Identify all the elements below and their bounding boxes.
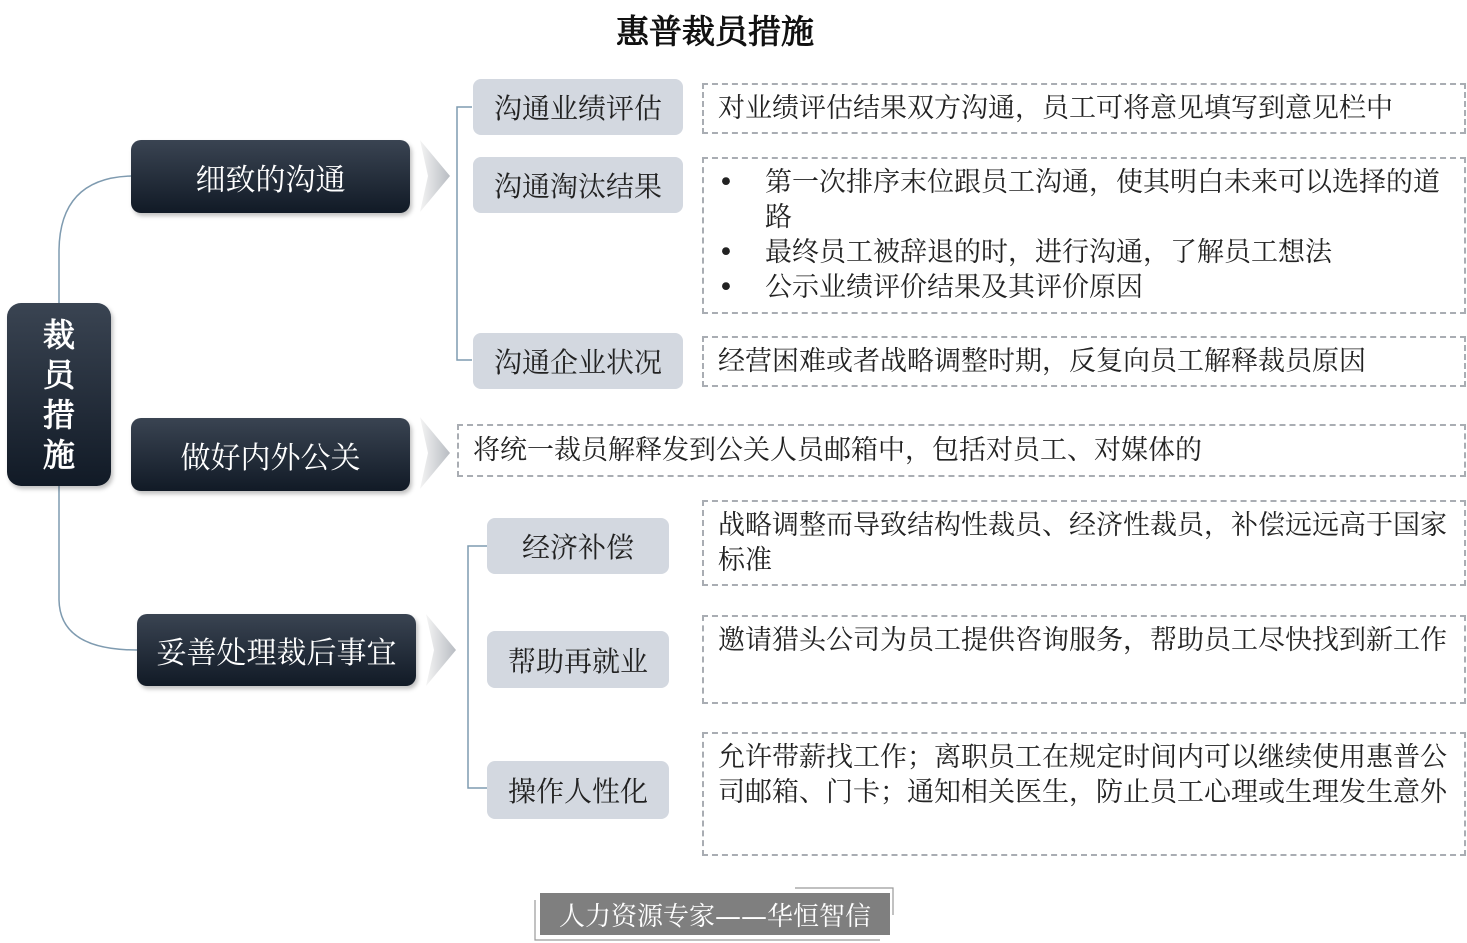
- sub-node-label: 帮助再就业: [507, 644, 648, 678]
- chevron-arrow-1: [420, 140, 450, 212]
- page-title: 惠普裁员措施: [616, 12, 814, 51]
- detail-text: 邀请猎头公司为员工提供咨询服务，帮助员工尽快找到新工作: [718, 625, 1447, 656]
- detail-box-company-status: [702, 336, 1466, 387]
- category-label: 妥善处理裁后事宜: [156, 636, 397, 671]
- chevron-arrow-3: [426, 614, 456, 686]
- sub-node-performance: [473, 79, 683, 135]
- sub-node-elimination: [473, 157, 683, 213]
- detail-bullet: • 公示业绩评价结果及其评价原因: [718, 270, 1450, 305]
- detail-text: 对业绩评估结果双方沟通，员工可将意见填写到意见栏中: [718, 93, 1393, 124]
- sub-node-label: 操作人性化: [507, 775, 648, 808]
- root-node: [7, 303, 111, 486]
- detail-box-reemployment: [702, 615, 1466, 704]
- sub-node-label: 沟通企业状况: [493, 346, 662, 379]
- category-public-relations: [131, 418, 410, 491]
- category-communication: [131, 140, 410, 213]
- detail-bullet: • 最终员工被辞退的时，进行沟通，了解员工想法: [718, 235, 1450, 270]
- detail-box-performance: [702, 83, 1466, 134]
- bracket-group-3: [468, 546, 487, 788]
- detail-text: 战略调整而导致结构性裁员、经济性裁员，补偿远远高于国家标准: [718, 510, 1447, 576]
- sub-node-humanized: [487, 761, 669, 819]
- sub-node-label: 沟通淘汰结果: [493, 170, 662, 203]
- sub-node-company-status: [473, 333, 683, 389]
- detail-box-compensation: [702, 500, 1466, 586]
- chevron-arrow-2: [420, 417, 450, 489]
- footer-banner: [540, 893, 890, 935]
- connector-root-cat3: [59, 486, 137, 650]
- sub-node-label: 沟通业绩评估: [493, 92, 662, 125]
- detail-bullet-list: [718, 165, 1450, 305]
- sub-node-label: 经济补偿: [521, 531, 634, 564]
- category-aftermath: [137, 614, 416, 686]
- sub-node-compensation: [487, 518, 669, 574]
- sub-node-reemployment: [487, 631, 669, 688]
- category-label: 细致的沟通: [195, 162, 346, 198]
- detail-text: 允许带薪找工作；离职员工在规定时间内可以继续使用惠普公司邮箱、门卡；通知相关医生，防止员工心理或生理发生意外: [718, 742, 1447, 808]
- detail-box-humanized: [702, 732, 1466, 856]
- detail-box-elimination: [702, 157, 1466, 314]
- detail-box-public-relations: [457, 424, 1466, 477]
- footer-text: 人力资源专家——华恒智信: [558, 901, 871, 932]
- root-node-label: 裁 员 措 施: [42, 316, 75, 474]
- bracket-group-1: [457, 107, 472, 360]
- detail-text: 将统一裁员解释发到公关人员邮箱中，包括对员工、对媒体的: [473, 435, 1202, 466]
- category-label: 做好内外公关: [180, 440, 361, 476]
- connector-root-cat1: [59, 176, 131, 303]
- detail-bullet: • 第一次排序末位跟员工沟通，使其明白未来可以选择的道路: [718, 165, 1450, 235]
- detail-text: 经营困难或者战略调整时期，反复向员工解释裁员原因: [718, 346, 1366, 377]
